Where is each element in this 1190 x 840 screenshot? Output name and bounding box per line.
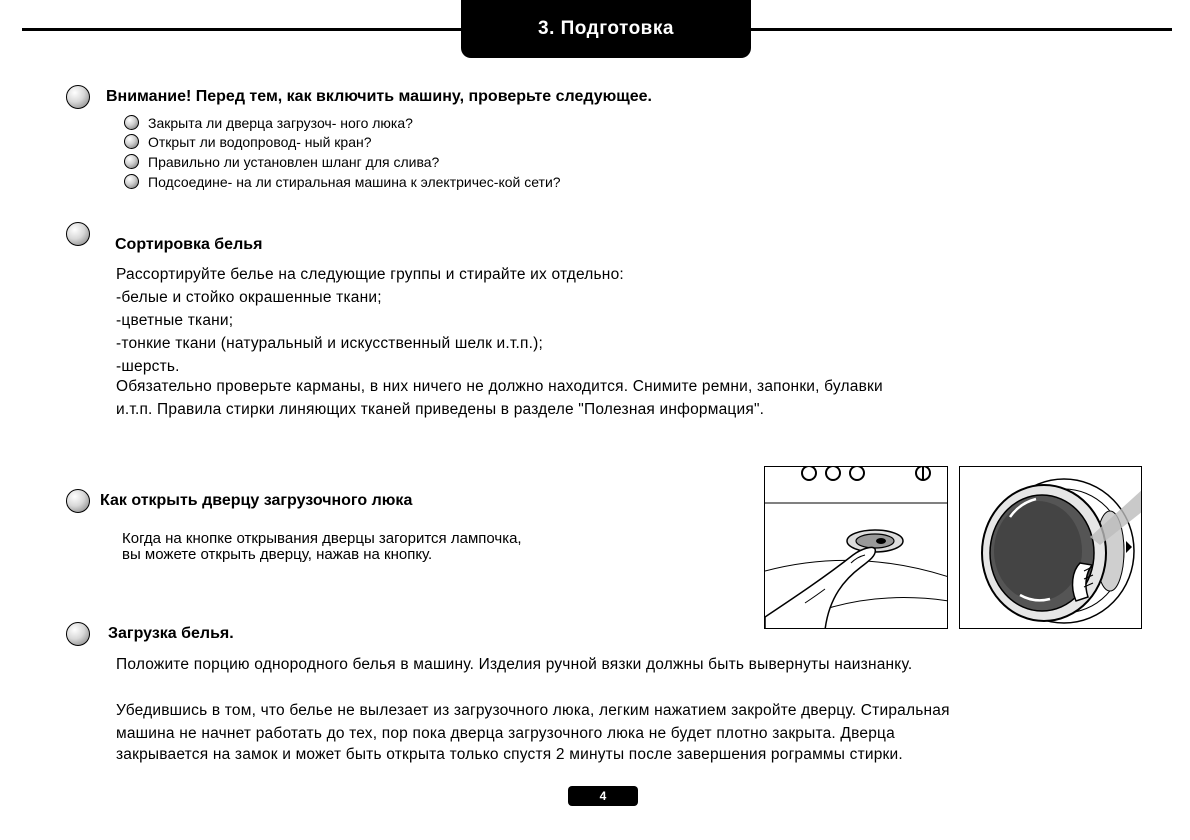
section-bullet-icon: [66, 622, 90, 646]
list-bullet-icon: [124, 134, 139, 149]
door-opening-illustration: [959, 466, 1142, 629]
list-bullet-icon: [124, 174, 139, 189]
door-heading: Как открыть дверцу загрузочного люка: [100, 492, 413, 509]
sorting-line: -тонкие ткани (натуральный и искусственный шелк и.т.п.);: [116, 335, 543, 352]
finger-pressing-button-icon: [765, 467, 948, 629]
button-press-illustration: [764, 466, 948, 629]
loading-line: Убедившись в том, что белье не вылезает из загрузочного люка, легким нажатием закройте дверцу. Стиральная: [116, 702, 950, 719]
list-bullet-icon: [124, 115, 139, 130]
section-title: 3. Подготовка: [461, 0, 751, 58]
section-bullet-icon: [66, 222, 90, 246]
list-bullet-icon: [124, 154, 139, 169]
door-line: вы можете открыть дверцу, нажав на кнопку.: [122, 546, 433, 563]
washer-door-open-icon: [960, 467, 1142, 629]
page-number: 4: [568, 786, 638, 806]
attention-item: Правильно ли установлен шланг для слива?: [148, 154, 440, 170]
door-line: Когда на кнопке открывания дверцы загорится лампочка,: [122, 530, 522, 547]
section-bullet-icon: [66, 85, 90, 109]
loading-line: машина не начнет работать до тех, пор пока дверца загрузочного люка не будет плотно закрыта. Дверца: [116, 725, 895, 742]
section-bullet-icon: [66, 489, 90, 513]
sorting-heading: Сортировка белья: [115, 236, 263, 253]
attention-item: Подсоедине- на ли стиральная машина к электричес-кой сети?: [148, 174, 561, 190]
attention-item: Закрыта ли дверца загрузоч- ного люка?: [148, 115, 413, 131]
sorting-line: Обязательно проверьте карманы, в них ничего не должно находится. Снимите ремни, запонки, булавки: [116, 378, 883, 395]
sorting-line: -шерсть.: [116, 358, 180, 375]
loading-heading: Загрузка белья.: [108, 625, 234, 642]
sorting-line: -белые и стойко окрашенные ткани;: [116, 289, 382, 306]
sorting-line: и.т.п. Правила стирки линяющих тканей приведены в разделе "Полезная информация".: [116, 401, 765, 418]
sorting-line: Рассортируйте белье на следующие группы и стирайте их отдельно:: [116, 266, 624, 283]
loading-paragraph: Положите порцию однородного белья в машину. Изделия ручной вязки должны быть вывернуты наизнанку.: [116, 656, 913, 673]
sorting-line: -цветные ткани;: [116, 312, 234, 329]
attention-item: Открыт ли водопровод- ный кран?: [148, 134, 372, 150]
attention-heading: Внимание! Перед тем, как включить машину, проверьте следующее.: [106, 88, 652, 105]
loading-line: закрывается на замок и может быть открыта только спустя 2 минуты после завершения рограммы стирки.: [116, 746, 903, 763]
